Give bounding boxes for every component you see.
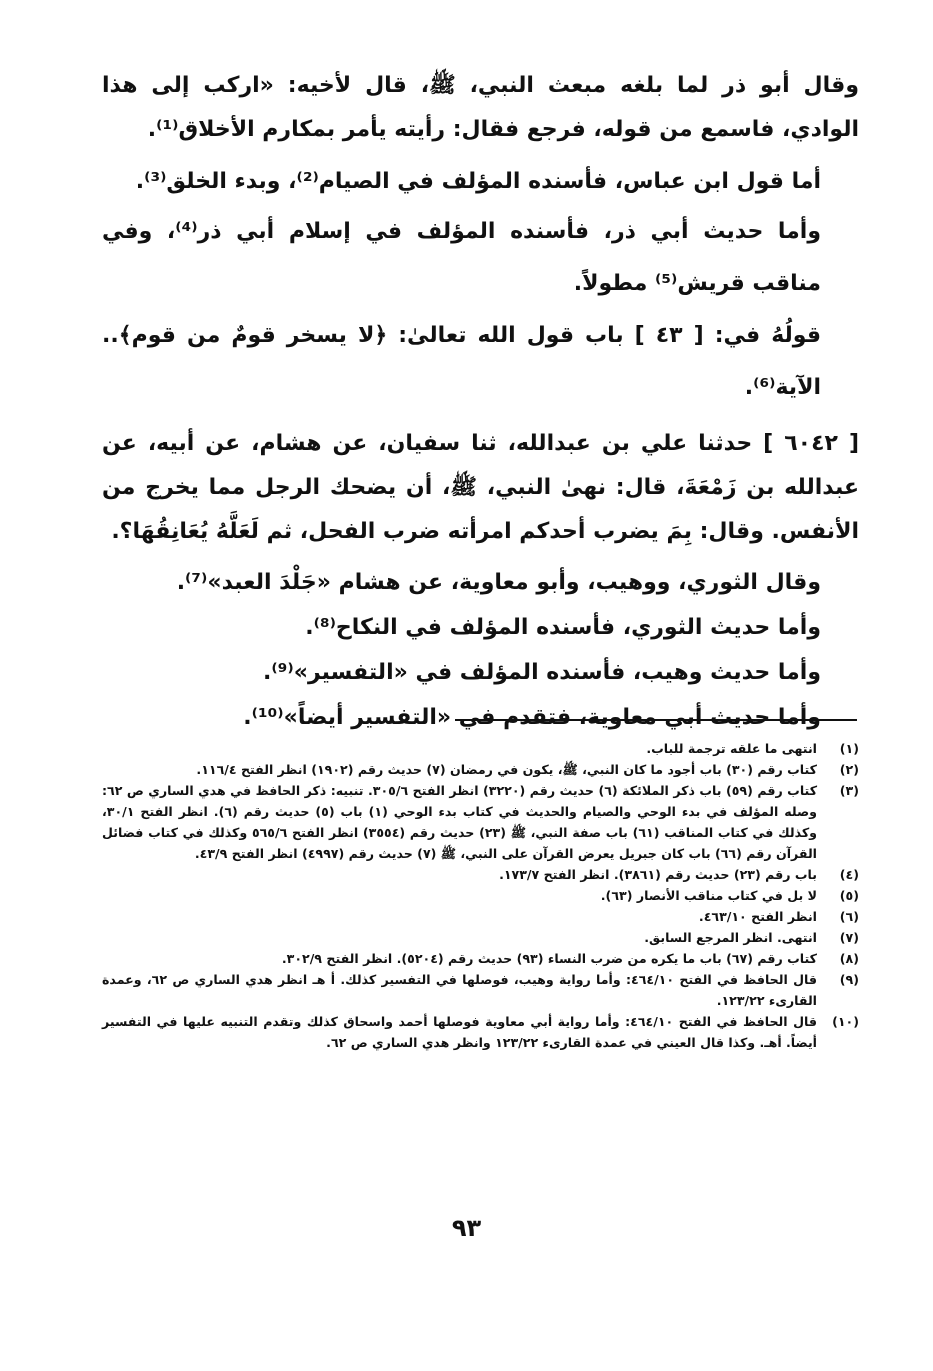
footnote-text: انتهى. انظر المرجع السابق. [644,930,817,945]
paragraph-abu-dharr: وقال أبو ذر لما بلغه مبعث النبي، ﷺ، قال لأخيه: «اركب إلى هذا الوادي، فاسمع من قوله، فرجع فقال: رأيته يأمر بمكارم الأخلاق⁽¹⁾. [102,73,859,142]
footnote [102,885,859,906]
footnote-number: (٤) [839,867,859,882]
paragraph-abu-muawiya-hadith: وأما حديث أبي معاوية، فتقدم في «التفسير أيضاً»⁽¹⁰⁾. [243,705,821,730]
main-text [102,64,859,740]
paragraph-ibn-abbas: أما قول ابن عباس، فأسنده المؤلف في الصيام⁽²⁾، وبدء الخلق⁽³⁾. [135,169,821,194]
footnote-text: قال الحافظ في الفتح ٤٦٤/١٠: وأما رواية أبي معاوية فوصلها أحمد واسحاق كذلك وتقدم التنبيه عليها في التفسير أيضاً. أهـ. وكذا قال العيني في عمدة القارىء ١٢٣/٢٢ وانظر هدي الساري ص ٦٢. [102,1014,817,1050]
footnote-number: (٦) [839,909,859,924]
footnote-text: انظر الفتح ٤٦٣/١٠. [698,909,817,924]
footnote-text: انتهى ما علقه ترجمة للباب. [646,741,817,756]
footnote-number: (١) [839,741,859,756]
footnote-text: كتاب رقم (٣٠) باب أجود ما كان النبي، ﷺ، يكون في رمضان (٧) حديث رقم (١٩٠٢) انظر الفتح ١١٦/٤. [196,762,817,777]
chapter-heading: قولُهُ في: [ ٤٣ ] باب قول الله تعالىٰ: ﴿لا يسخر قومٌ من قوم﴾.. الآية⁽⁶⁾. [102,323,822,400]
footnote [102,759,859,780]
page-number: ٩٣ [451,1214,482,1242]
footnote [102,948,859,969]
paragraph-thawri: وقال الثوري، ووهيب، وأبو معاوية، عن هشام «جَلْدَ العبد»⁽⁷⁾. [176,570,821,595]
footnote-text: لا بل في كتاب مناقب الأنصار (٦٣). [600,888,817,903]
footnote-text: كتاب رقم (٦٧) باب ما يكره من ضرب النساء (٩٣) حديث رقم (٥٢٠٤). انظر الفتح ٣٠٢/٩. [281,951,817,966]
footnote-text: كتاب رقم (٥٩) باب ذكر الملائكة (٦) حديث رقم (٣٢٢٠) انظر الفتح ٣٠٥/٦. تنبيه: ذكر الحافظ في هدي الساري ص ٦٢: وصله المؤلف في بدء الوحي والصيام والحديث في كتاب بدء الوحي (١) باب (٥) حديث رقم (٦). انظر الفتح ٣٠/١، وكذلك في كتاب المناقب (٦١) باب صفة النبي، ﷺ (٢٣) حديث رقم (٣٥٥٤) انظر الفتح ٥٦٥/٦ وكذلك في كتاب فضائل القرآن رقم (٦٦) باب كان جبريل يعرض القرآن على النبي، ﷺ (٧) حديث رقم (٤٩٩٧) انظر الفتح ٤٣/٩. [102,783,818,861]
footnote-number: (٢) [839,762,859,777]
footnote-number: (٧) [839,930,859,945]
footnote-number: (٩) [839,972,859,987]
footnote-divider [455,719,857,721]
footnote [102,927,859,948]
hadith-6042: [ ٦٠٤٢ ] حدثنا علي بن عبدالله، ثنا سفيان، عن هشام، عن أبيه، عن عبدالله بن زَمْعَةَ، قال: نهىٰ النبي، ﷺ، أن يضحك الرجل مما يخرج من الأنفس. وقال: بِمَ يضرب أحدكم امرأته ضرب الفحل، ثم لَعَلَّهُ يُعَانِقُهَا؟. [102,431,859,544]
paragraph-abu-dharr-hadith: وأما حديث أبي ذر، فأسنده المؤلف في إسلام أبي ذر⁽⁴⁾، وفي مناقب قريش⁽⁵⁾ مطولاً. [102,219,821,296]
footnote-number: (٣) [839,783,859,798]
footnote-number: (١٠) [832,1014,859,1029]
footnotes [102,738,859,1053]
footnote [102,780,859,864]
paragraph-thawri-hadith: وأما حديث الثوري، فأسنده المؤلف في النكاح⁽⁸⁾. [305,615,821,640]
paragraph-wuhayb-hadith: وأما حديث وهيب، فأسنده المؤلف في «التفسير»⁽⁹⁾. [263,660,821,685]
footnote-text: قال الحافظ في الفتح ٤٦٤/١٠: وأما رواية وهيب، فوصلها في التفسير كذلك. أ هـ انظر هدي الساري ص ٦٢، وعمدة القارىء ١٢٣/٢٢. [102,972,817,1008]
footnote-number: (٨) [839,951,859,966]
footnote [102,738,859,759]
footnote [102,906,859,927]
footnote-number: (٥) [839,888,859,903]
footnote [102,969,859,1011]
footnote [102,864,859,885]
footnote-text: باب رقم (٢٣) حديث رقم (٣٨٦١). انظر الفتح ١٧٣/٧. [499,867,817,882]
footnote [102,1011,859,1053]
